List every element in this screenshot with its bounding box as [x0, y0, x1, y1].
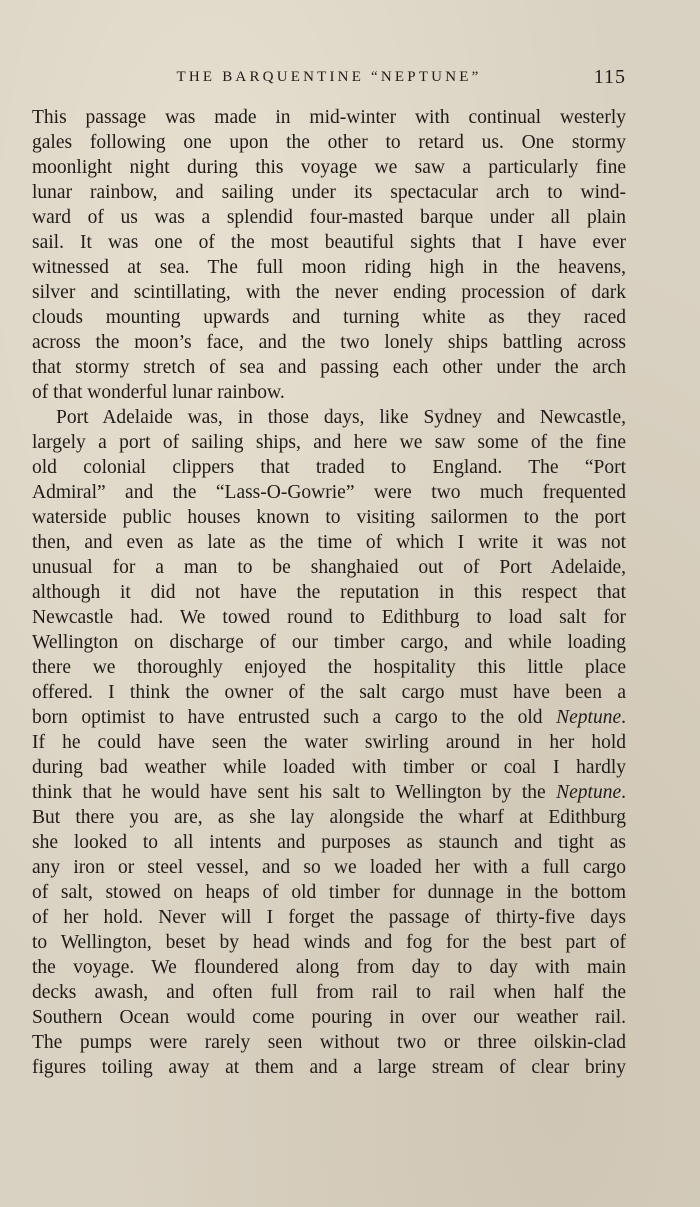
text-line: that stormy stretch of sea and passing each other under the arch: [32, 357, 626, 378]
text-line: during bad weather while loaded with timber or coal I hardly: [32, 757, 626, 778]
text-line: Admiral” and the “Lass-O-Gowrie” were two much frequented: [32, 482, 626, 503]
text-line: clouds mounting upwards and turning white as they raced: [32, 307, 626, 328]
text-line: largely a port of sailing ships, and here we saw some of the fine: [32, 432, 626, 453]
text-line: sail. It was one of the most beautiful sights that I have ever: [32, 232, 626, 253]
text-line: then, and even as late as the time of which I write it was not: [32, 532, 626, 553]
text-line: ward of us was a splendid four-masted barque under all plain: [32, 207, 626, 228]
text-line: to Wellington, beset by head winds and fog for the best part of: [32, 932, 626, 953]
text-line: old colonial clippers that traded to England. The “Port: [32, 457, 626, 478]
text-line: although it did not have the reputation in this respect that: [32, 582, 626, 603]
text-line: any iron or steel vessel, and so we loaded her with a full cargo: [32, 857, 626, 878]
text-line: there we thoroughly enjoyed the hospitality this little place: [32, 657, 626, 678]
text-line: witnessed at sea. The full moon riding high in the heavens,: [32, 257, 626, 278]
text-line: gales following one upon the other to retard us. One stormy: [32, 132, 626, 153]
text-line: offered. I think the owner of the salt cargo must have been a: [32, 682, 626, 703]
text-line: unusual for a man to be shanghaied out of Port Adelaide,: [32, 557, 626, 578]
text-line: silver and scintillating, with the never ending procession of dark: [32, 282, 626, 303]
text-line: The pumps were rarely seen without two or three oilskin-clad: [32, 1032, 626, 1053]
text-line: born optimist to have entrusted such a cargo to the old Neptune.: [32, 707, 626, 728]
running-head: [32, 64, 626, 90]
text-line: moonlight night during this voyage we saw a particularly fine: [32, 157, 626, 178]
text-line: Wellington on discharge of our timber cargo, and while loading: [32, 632, 626, 653]
body-text: [32, 105, 626, 1080]
text-line: If he could have seen the water swirling around in her hold: [32, 732, 626, 753]
page-number: 115: [593, 66, 626, 88]
text-line: figures toiling away at them and a large stream of clear briny: [32, 1057, 626, 1078]
text-line: she looked to all intents and purposes as staunch and tight as: [32, 832, 626, 853]
text-line: of salt, stowed on heaps of old timber for dunnage in the bottom: [32, 882, 626, 903]
text-line: Southern Ocean would come pouring in over our weather rail.: [32, 1007, 626, 1028]
text-line: Newcastle had. We towed round to Edithburg to load salt for: [32, 607, 626, 628]
text-line: think that he would have sent his salt to Wellington by the Neptune.: [32, 782, 626, 803]
text-line: the voyage. We floundered along from day to day with main: [32, 957, 626, 978]
text-line: waterside public houses known to visiting sailormen to the port: [32, 507, 626, 528]
text-line: lunar rainbow, and sailing under its spectacular arch to wind-: [32, 182, 626, 203]
text-line: of that wonderful lunar rainbow.: [32, 382, 285, 403]
text-line: of her hold. Never will I forget the passage of thirty-five days: [32, 907, 626, 928]
text-line: across the moon’s face, and the two lonely ships battling across: [32, 332, 626, 353]
running-title: THE BARQUENTINE “NEPTUNE”: [176, 69, 482, 85]
text-line: This passage was made in mid-winter with continual westerly: [32, 107, 626, 128]
text-line: decks awash, and often full from rail to rail when half the: [32, 982, 626, 1003]
text-line: Port Adelaide was, in those days, like Sydney and Newcastle,: [56, 407, 626, 428]
text-line: But there you are, as she lay alongside the wharf at Edithburg: [32, 807, 626, 828]
